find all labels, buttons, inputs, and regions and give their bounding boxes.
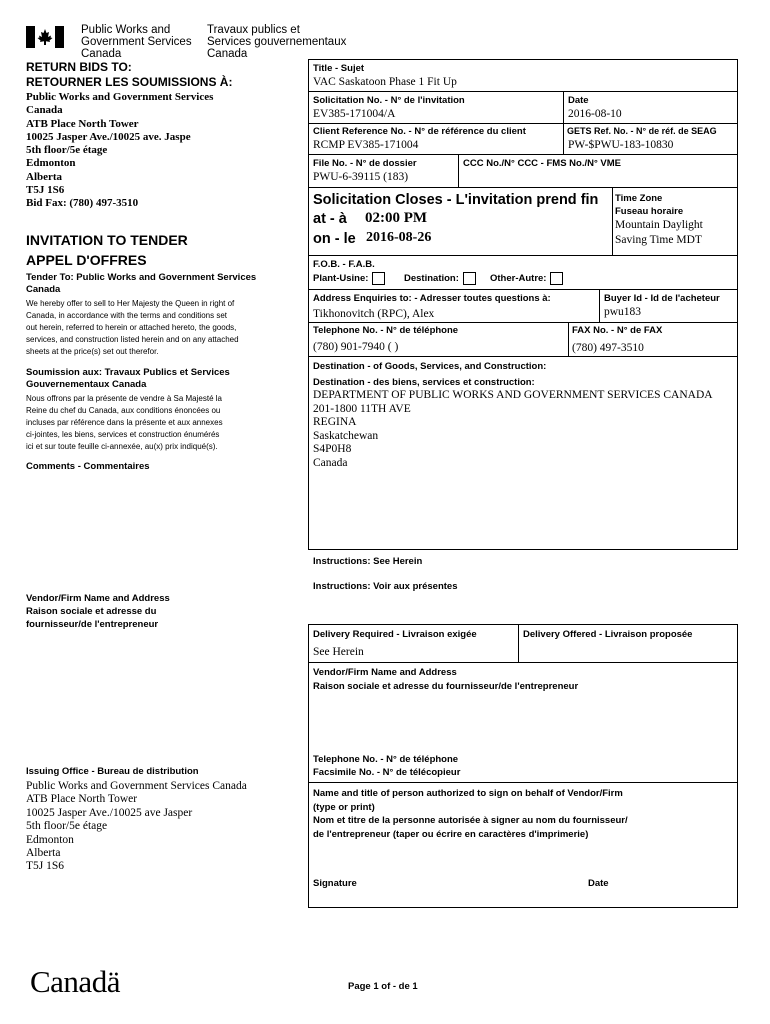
address-line: Edmonton: [26, 157, 76, 170]
authorized-signer-label: [313, 787, 628, 841]
ccc-label: CCC No./N° CCC - FMS No./N° VME: [463, 158, 622, 169]
solicitation-label: Solicitation No. - N° de l'invitation: [313, 95, 465, 106]
gets-ref-value: PW-$PWU-183-10830: [568, 139, 674, 151]
client-ref-value: RCMP EV385-171004: [313, 139, 419, 151]
closes-on-value: 2016-08-26: [366, 230, 432, 245]
vendor-firm-label-en: Vendor/Firm Name and Address: [313, 667, 457, 678]
address-enquiries-value: Tikhonovitch (RPC), Alex: [313, 308, 435, 320]
canada-flag-icon: [26, 26, 64, 48]
vendor-firm-label: [313, 666, 578, 694]
dept-name-en-1: Public Works and: [81, 24, 171, 36]
plant-checkbox[interactable]: [372, 272, 385, 285]
soumission-text-line: incluses par référence dans la présente et aux annexes: [26, 418, 223, 427]
tender-text-line: services, and construction listed herein and on any attached: [26, 335, 239, 344]
dept-name-fr-3: Canada: [207, 48, 248, 60]
comments-label: Comments - Commentaires: [26, 461, 150, 472]
issuing-address-line: 10025 Jasper Ave./10025 ave Jasper: [26, 806, 193, 819]
telephone-value: (780) 901-7940 ( ): [313, 341, 399, 353]
time-zone-value-1: Mountain Daylight: [615, 219, 703, 231]
address-line: Canada: [26, 104, 63, 117]
closes-at-value: 02:00 PM: [365, 210, 428, 226]
vendor-left-line: Vendor/Firm Name and Address: [26, 593, 170, 604]
invitation-title: [26, 230, 188, 270]
other-option: [490, 272, 563, 285]
tender-text-line: Canada, in accordance with the terms and conditions set: [26, 311, 228, 320]
page-number: Page 1 of - de 1: [348, 981, 418, 992]
destination-goods-value: [313, 389, 713, 470]
issuing-address-line: 5th floor/5e étage: [26, 820, 108, 833]
plant-usine: [313, 272, 385, 285]
client-ref-label: Client Reference No. - N° de référence du client: [313, 126, 526, 137]
file-no-value: PWU-6-39115 (183): [313, 171, 409, 183]
tender-text-line: sheets at the price(s) set out therefor.: [26, 347, 159, 356]
issuing-address-line: Alberta: [26, 847, 61, 860]
telephone-label: Telephone No. - N° de téléphone: [313, 325, 459, 336]
fax-label: FAX No. - N° de FAX: [572, 325, 663, 336]
date-value: 2016-08-10: [568, 108, 622, 120]
issuing-address-line: Edmonton: [26, 833, 74, 846]
buyer-id-label: Buyer Id - Id de l'acheteur: [604, 293, 720, 304]
vendor-left-line: Raison sociale et adresse du: [26, 606, 157, 617]
signature-date-label: Date: [588, 878, 609, 889]
government-signature: [26, 24, 366, 60]
issuing-address-line: Public Works and Government Services Canada: [26, 780, 247, 792]
issuing-office-address: [26, 780, 247, 874]
soumission-to: Soumission aux: Travaux Publics et Services Gouvernementaux Canada: [26, 367, 230, 390]
destination-checkbox[interactable]: [463, 272, 476, 285]
signer-label-line: Nom et titre de la personne autorisée à signer au nom du fournisseur/: [313, 815, 628, 826]
return-bids-address: [26, 91, 213, 211]
invitation-title-fr: APPEL D'OFFRES: [26, 252, 147, 268]
file-no-label: File No. - N° de dossier: [313, 158, 417, 169]
destination-line: Saskatchewan: [313, 429, 379, 442]
tender-text-line: We hereby offer to sell to Her Majesty the Queen in right of: [26, 299, 235, 308]
soumission-text-line: ici et sur toute feuille ci-annexée, au(x) prix indiqué(s).: [26, 442, 218, 451]
other-checkbox[interactable]: [550, 272, 563, 285]
solicitation-closes-title: Solicitation Closes - L'invitation prend fin: [313, 192, 599, 208]
address-line: 5th floor/5e étage: [26, 144, 108, 157]
canada-wordmark: Canadä: [30, 964, 120, 999]
solicitation-value: EV385-171004/A: [313, 108, 396, 120]
instructions-en: Instructions: See Herein: [313, 556, 423, 567]
delivery-offered-label: Delivery Offered - Livraison proposée: [523, 629, 693, 640]
destination-line: S4P0H8: [313, 443, 352, 455]
closes-at-label: at - à: [313, 211, 347, 227]
signer-label-line: (type or print): [313, 801, 375, 813]
vendor-firm-left-label: [26, 592, 170, 631]
date-label: Date: [568, 95, 589, 106]
title-label: Title - Sujet: [313, 63, 365, 74]
signer-label-line: Name and title of person authorized to sign on behalf of Vendor/Firm: [313, 788, 623, 799]
tender-text: [26, 298, 286, 358]
soumission-text-line: Nous offrons par la présente de vendre à Sa Majesté la: [26, 394, 222, 403]
address-line: Public Works and Government Services: [26, 91, 214, 103]
buyer-id-value: pwu183: [604, 306, 642, 318]
invitation-title-en: INVITATION TO TENDER: [26, 232, 188, 248]
issuing-office-label: Issuing Office - Bureau de distribution: [26, 766, 199, 777]
fax-value: (780) 497-3510: [572, 342, 644, 354]
time-zone-label-fr: Fuseau horaire: [615, 206, 684, 217]
address-line: Alberta: [26, 170, 63, 183]
destination-label: Destination:: [404, 273, 459, 285]
soumission-text-line: Reine du chef du Canada, aux conditions énoncées ou: [26, 406, 221, 415]
vendor-facsimile-label: Facsimile No. - N° de télécopieur: [313, 767, 461, 778]
address-line: 10025 Jasper Ave./10025 ave. Jaspe: [26, 130, 191, 143]
dept-name-en-3: Canada: [81, 48, 122, 60]
instructions-fr: Instructions: Voir aux présentes: [313, 581, 458, 592]
time-zone-value: [615, 218, 703, 248]
tender-to: Tender To: Public Works and Government Services Canada: [26, 272, 257, 295]
plant-label: Plant-Usine:: [313, 273, 369, 285]
destination-option: [404, 272, 476, 285]
destination-goods-label: [313, 359, 546, 391]
tender-text-line: out herein, referred to herein or attached hereto, the goods,: [26, 323, 237, 332]
destination-goods-label-fr: Destination - des biens, services et construction:: [313, 377, 535, 388]
destination-goods-label-en: Destination - of Goods, Services, and Construction:: [313, 361, 547, 372]
dept-name-en-2: Government Services: [81, 36, 192, 48]
issuing-address-line: T5J 1S6: [26, 860, 65, 873]
vendor-left-line: fournisseur/de l'entrepreneur: [26, 619, 159, 630]
return-bids-title-fr: RETOURNER LES SOUMISSIONS À:: [26, 75, 233, 89]
other-label: Other-Autre:: [490, 273, 547, 285]
time-zone-label: [615, 192, 683, 218]
vendor-telephone-label: Telephone No. - N° de téléphone: [313, 754, 459, 765]
fob-label: F.O.B. - F.A.B.: [313, 259, 375, 270]
destination-line: DEPARTMENT OF PUBLIC WORKS AND GOVERNMENT SERVICES CANADA: [313, 389, 713, 401]
bid-fax: Bid Fax: (780) 497-3510: [26, 197, 139, 210]
destination-line: REGINA: [313, 416, 357, 428]
destination-line: Canada: [313, 456, 348, 469]
time-zone-value-2: Saving Time MDT: [615, 234, 702, 246]
delivery-required-value: See Herein: [313, 646, 364, 658]
time-zone-label-en: Time Zone: [615, 193, 663, 204]
issuing-address-line: ATB Place North Tower: [26, 793, 138, 806]
vendor-firm-label-fr: Raison sociale et adresse du fournisseur/de l'entrepreneur: [313, 681, 579, 692]
soumission-text-line: ci-jointes, les biens, services et construction énumérés: [26, 430, 220, 439]
closes-on-label: on - le: [313, 231, 356, 247]
destination-line: 201-1800 11TH AVE: [313, 402, 411, 415]
signer-label-line: de l'entrepreneur (taper ou écrire en caractères d'imprimerie): [313, 828, 589, 840]
dept-name-fr-1: Travaux publics et: [207, 24, 300, 36]
dept-name-fr-2: Services gouvernementaux: [207, 36, 347, 48]
return-bids-title-en: RETURN BIDS TO:: [26, 60, 132, 74]
signature-label: Signature: [313, 878, 357, 889]
soumission-text: [26, 393, 286, 453]
address-line: ATB Place North Tower: [26, 117, 139, 130]
title-value: VAC Saskatoon Phase 1 Fit Up: [313, 76, 457, 88]
address-enquiries-label: Address Enquiries to: - Adresser toutes questions à:: [313, 293, 551, 304]
address-line: T5J 1S6: [26, 184, 65, 197]
delivery-required-label: Delivery Required - Livraison exigée: [313, 629, 477, 640]
return-bids-title: [26, 60, 232, 90]
gets-ref-label: GETS Ref. No. - N° de réf. de SEAG: [567, 126, 717, 136]
